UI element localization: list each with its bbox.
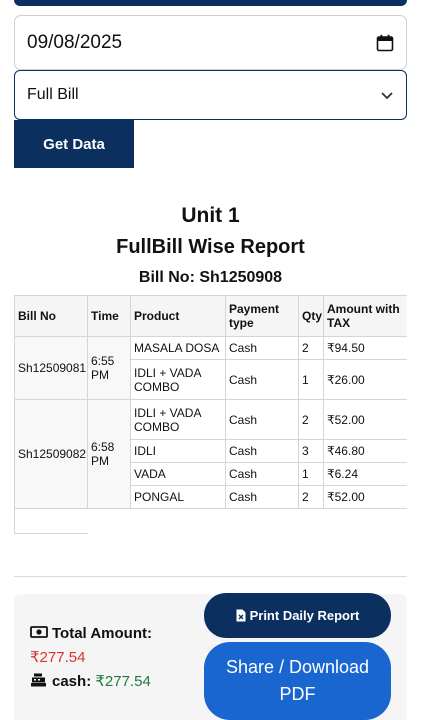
total-amount-label: Total Amount: bbox=[52, 625, 152, 642]
cash-register-icon bbox=[30, 673, 48, 687]
payment-cell: Cash bbox=[226, 400, 299, 440]
amount-cell: ₹94.50 bbox=[324, 337, 408, 360]
cash-value: ₹277.54 bbox=[95, 673, 151, 690]
header-amount: Amount with TAX bbox=[324, 296, 408, 337]
header-bill-no: Bill No bbox=[15, 296, 88, 337]
print-daily-report-label: Print Daily Report bbox=[249, 608, 360, 623]
report-title: FullBill Wise Report bbox=[116, 236, 305, 258]
amount-cell: ₹46.80 bbox=[324, 440, 408, 463]
product-cell: MASALA DOSA bbox=[131, 337, 226, 360]
total-amount-line bbox=[30, 622, 152, 646]
top-header-bar bbox=[14, 0, 407, 6]
payment-cell: Cash bbox=[226, 360, 299, 400]
print-daily-report-button[interactable] bbox=[204, 593, 391, 638]
product-cell: IDLI + VADA COMBO bbox=[131, 400, 226, 440]
header-time: Time bbox=[88, 296, 131, 337]
get-data-button[interactable]: Get Data bbox=[14, 120, 134, 168]
bill-no-cell: Sh12509081 bbox=[15, 337, 88, 400]
product-cell: PONGAL bbox=[131, 486, 226, 509]
header-payment-type: Payment type bbox=[226, 296, 299, 337]
unit-title: Unit 1 bbox=[181, 204, 240, 227]
date-input[interactable] bbox=[14, 15, 407, 70]
amount-cell: ₹52.00 bbox=[324, 486, 408, 509]
qty-cell: 3 bbox=[299, 440, 324, 463]
product-cell: VADA bbox=[131, 463, 226, 486]
totals-block bbox=[30, 622, 152, 694]
table-row bbox=[15, 400, 408, 440]
time-cell: 6:55 PM bbox=[88, 337, 131, 400]
qty-cell: 2 bbox=[299, 486, 324, 509]
file-pdf-icon bbox=[236, 609, 246, 622]
table-row bbox=[15, 337, 408, 360]
total-amount-value: ₹277.54 bbox=[30, 649, 86, 666]
payment-cell: Cash bbox=[226, 486, 299, 509]
empty-cell bbox=[88, 509, 408, 534]
payment-cell: Cash bbox=[226, 463, 299, 486]
report-table bbox=[14, 295, 407, 534]
payment-cell: Cash bbox=[226, 337, 299, 360]
header-product: Product bbox=[131, 296, 226, 337]
summary-panel bbox=[14, 594, 407, 720]
share-download-pdf-button[interactable]: Share / Download PDF bbox=[204, 642, 391, 720]
product-cell: IDLI + VADA COMBO bbox=[131, 360, 226, 400]
chevron-down-icon bbox=[380, 88, 394, 102]
amount-cell: ₹26.00 bbox=[324, 360, 408, 400]
section-divider bbox=[14, 576, 407, 577]
amount-cell: ₹6.24 bbox=[324, 463, 408, 486]
cash-label: cash: bbox=[52, 673, 92, 690]
money-icon bbox=[30, 625, 48, 639]
table-row-empty bbox=[15, 509, 408, 534]
qty-cell: 2 bbox=[299, 400, 324, 440]
table-header-row bbox=[15, 296, 408, 337]
report-table-container[interactable] bbox=[14, 295, 407, 535]
bill-no-cell: Sh12509082 bbox=[15, 400, 88, 509]
report-header bbox=[14, 200, 407, 287]
payment-cell: Cash bbox=[226, 440, 299, 463]
date-value: 09/08/2025 bbox=[27, 31, 123, 53]
empty-cell bbox=[15, 509, 88, 534]
report-type-value: Full Bill bbox=[27, 86, 79, 103]
product-cell: IDLI bbox=[131, 440, 226, 463]
report-type-select[interactable] bbox=[14, 70, 407, 120]
qty-cell: 2 bbox=[299, 337, 324, 360]
calendar-icon[interactable] bbox=[376, 34, 394, 52]
time-cell: 6:58 PM bbox=[88, 400, 131, 509]
cash-line bbox=[30, 670, 152, 694]
qty-cell: 1 bbox=[299, 463, 324, 486]
header-qty: Qty bbox=[299, 296, 324, 337]
amount-cell: ₹52.00 bbox=[324, 400, 408, 440]
qty-cell: 1 bbox=[299, 360, 324, 400]
bill-number: Bill No: Sh1250908 bbox=[138, 269, 283, 286]
